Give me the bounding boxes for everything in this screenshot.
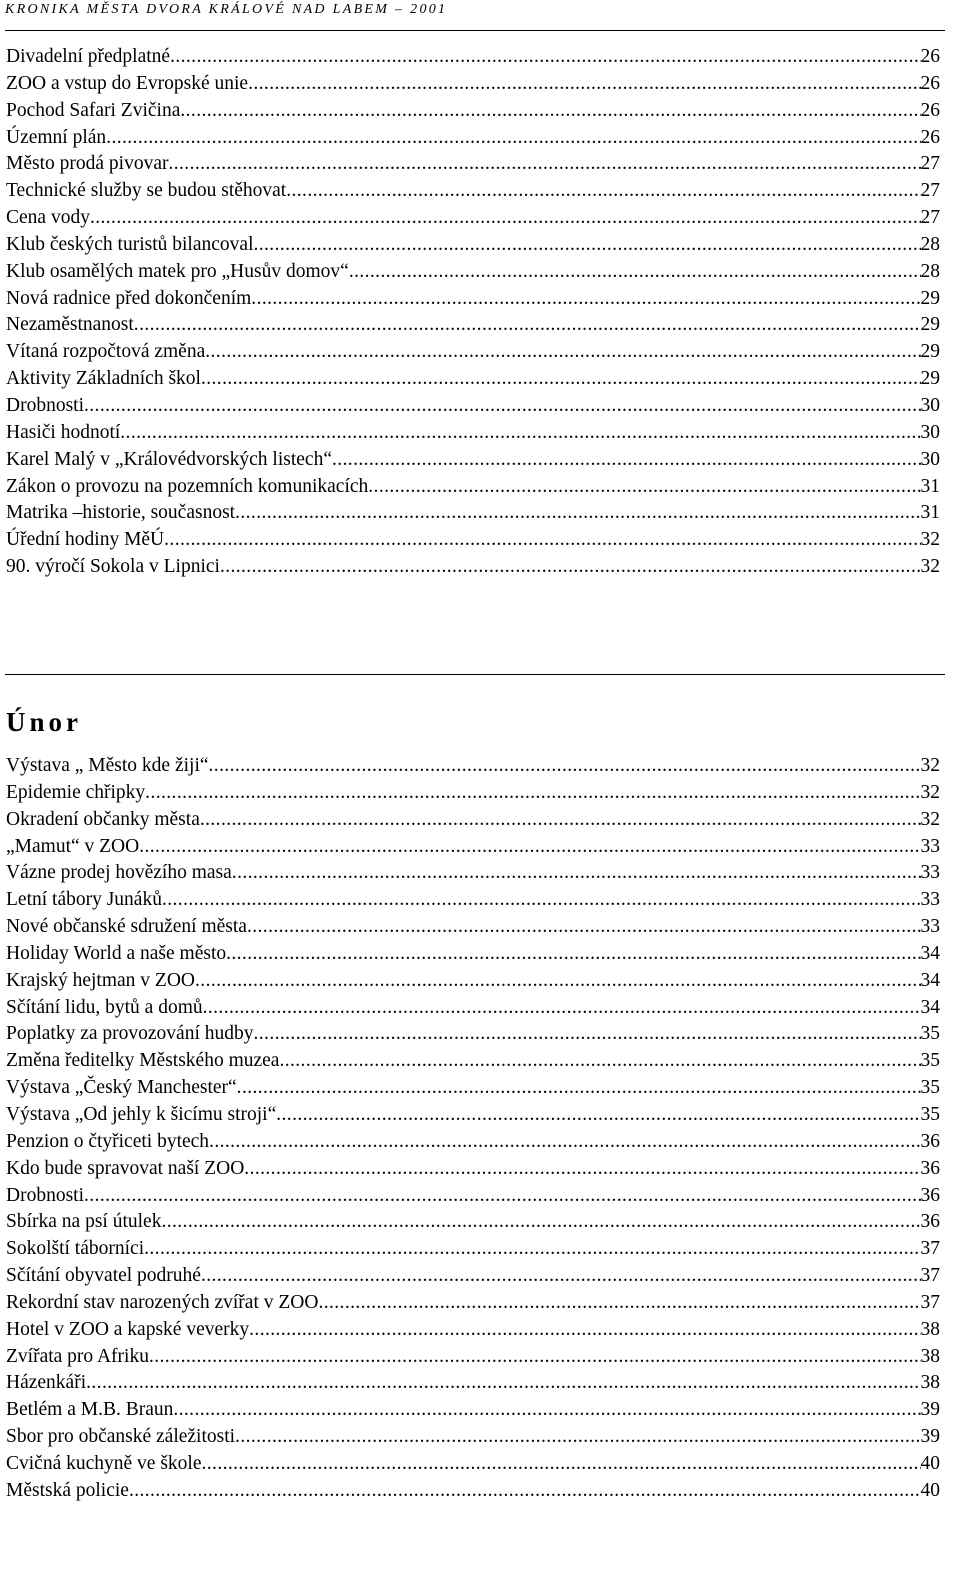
toc-entry-title: Úřední hodiny MěÚ: [6, 529, 165, 551]
toc-entry-title: Házenkáři: [6, 1372, 87, 1394]
toc-page-number: 37: [920, 1291, 940, 1313]
toc-entry-title: Krajský hejtman v ZOO: [6, 969, 196, 991]
toc-entry[interactable]: [6, 554, 940, 581]
toc-page-number: 33: [920, 835, 940, 857]
toc-entry[interactable]: [6, 125, 940, 152]
toc-page-number: 33: [920, 889, 940, 911]
toc-page-number: 32: [920, 556, 940, 578]
toc-entry[interactable]: [6, 393, 940, 420]
toc-dot-leader: [247, 914, 921, 941]
toc-page-number: 38: [920, 1372, 940, 1394]
toc-dot-leader: [248, 71, 920, 98]
toc-entry-title: Drobnosti: [6, 394, 84, 416]
toc-entry-title: Výstava „ Město kde žiji“: [6, 755, 209, 776]
toc-entry[interactable]: [6, 151, 940, 178]
toc-dot-leader: [209, 1129, 920, 1156]
toc-dot-leader: [251, 286, 920, 313]
toc-page-number: 33: [920, 862, 940, 884]
toc-entry-title: Sčítání lidu, bytů a domů: [6, 996, 203, 1018]
toc-entry-title: Kdo bude spravovat naší ZOO: [6, 1157, 245, 1179]
toc-entry-title: Výstava „Od jehly k šicímu stroji“: [6, 1103, 277, 1125]
toc-entry-title: Okradení občanky města: [6, 808, 200, 830]
section-heading: Únor: [6, 707, 82, 737]
toc-entry-title: Město prodá pivovar: [6, 153, 169, 175]
toc-entry-title: Vázne prodej hovězího masa: [6, 862, 232, 884]
toc-entry-title: Divadelní předplatné: [6, 46, 171, 67]
toc-page-number: 27: [920, 180, 940, 202]
toc-entry-title: Pochod Safari Zvičina: [6, 99, 181, 121]
toc-page-number: 36: [920, 1157, 940, 1179]
toc-entry-title: Epidemie chřipky: [6, 781, 146, 803]
toc-entry-title: Sčítání obyvatel podruhé: [6, 1265, 201, 1287]
toc-page-number: 35: [920, 1103, 940, 1125]
toc-entry-title: Hotel v ZOO a kapské veverky: [6, 1318, 250, 1340]
header-rule: [5, 30, 945, 31]
toc-entry-title: 90. výročí Sokola v Lipnici: [6, 556, 220, 578]
toc-page-number: 30: [920, 394, 940, 416]
toc-dot-leader: [180, 98, 920, 125]
toc-page-number: 36: [920, 1130, 940, 1152]
toc-entry-title: Sbor pro občanské záležitosti: [6, 1426, 236, 1448]
toc-entry-title: Vítaná rozpočtová změna: [6, 341, 206, 363]
toc-entry[interactable]: [6, 1209, 940, 1236]
toc-dot-leader: [139, 834, 920, 861]
toc-page-number: 29: [920, 341, 940, 363]
toc-entry-title: Letní tábory Junáků: [6, 889, 162, 911]
toc-page-number: 38: [920, 1345, 940, 1367]
toc-dot-leader: [195, 968, 920, 995]
toc-dot-leader: [120, 420, 920, 447]
toc-dot-leader: [86, 1370, 920, 1397]
toc-entry[interactable]: [6, 1317, 940, 1344]
toc-page-number: 40: [920, 1452, 940, 1474]
toc-page-number: 30: [920, 448, 940, 470]
toc-dot-leader: [134, 312, 921, 339]
toc-dot-leader: [164, 527, 920, 554]
toc-entry-title: Nezaměstnanost: [6, 314, 134, 336]
toc-page-number: 34: [920, 996, 940, 1018]
toc-dot-leader: [106, 125, 920, 152]
toc-dot-leader: [235, 1424, 920, 1451]
toc-dot-leader: [237, 1075, 921, 1102]
toc-page-number: 26: [920, 72, 940, 94]
toc-entry[interactable]: [6, 1344, 940, 1371]
toc-entry[interactable]: [6, 753, 940, 780]
toc-page-number: 27: [920, 207, 940, 229]
toc-dot-leader: [232, 860, 921, 887]
toc-entry-title: Betlém a M.B. Braun: [6, 1399, 174, 1421]
toc-entry[interactable]: [6, 44, 940, 71]
toc-entry[interactable]: [6, 807, 940, 834]
toc-page-number: 34: [920, 942, 940, 964]
toc-dot-leader: [368, 474, 920, 501]
toc-dot-leader: [162, 887, 921, 914]
toc-page-number: 35: [920, 1050, 940, 1072]
toc-entry-title: Zákon o provozu na pozemních komunikacích: [6, 475, 369, 497]
toc-page-number: 32: [920, 781, 940, 803]
toc-entry[interactable]: [6, 1156, 940, 1183]
toc-dot-leader: [254, 1021, 921, 1048]
toc-entry-title: Městská policie: [6, 1479, 129, 1501]
toc-dot-leader: [84, 393, 921, 420]
toc-page-number: 32: [920, 529, 940, 551]
toc-dot-leader: [332, 447, 921, 474]
toc-entry[interactable]: [6, 1129, 940, 1156]
toc-dot-leader: [286, 178, 920, 205]
toc-page-number: 28: [920, 233, 940, 255]
toc-entry-title: Výstava „Český Manchester“: [6, 1077, 237, 1099]
toc-dot-leader: [201, 366, 921, 393]
toc-dot-leader: [249, 1317, 920, 1344]
toc-dot-leader: [129, 1478, 921, 1505]
toc-entry[interactable]: [6, 995, 940, 1022]
toc-dot-leader: [205, 339, 920, 366]
toc-entry[interactable]: [6, 527, 940, 554]
toc-page-number: 38: [920, 1318, 940, 1340]
toc-entry-title: Cvičná kuchyně ve škole: [6, 1452, 202, 1474]
toc-entry-title: Sbírka na psí útulek: [6, 1211, 162, 1233]
toc-entry[interactable]: [6, 1102, 940, 1129]
toc-entry[interactable]: [6, 474, 940, 501]
toc-page-number: 35: [920, 1077, 940, 1099]
toc-entry[interactable]: [6, 1424, 940, 1451]
toc-page-number: 28: [920, 260, 940, 282]
toc-entry[interactable]: [6, 500, 940, 527]
toc-dot-leader: [253, 232, 920, 259]
toc-entry[interactable]: [6, 780, 940, 807]
toc-dot-leader: [209, 753, 921, 780]
toc-entry[interactable]: [6, 1048, 940, 1075]
toc-entry-title: Nové občanské sdružení města: [6, 916, 247, 938]
toc-entry[interactable]: [6, 98, 940, 125]
toc-entry[interactable]: [6, 1075, 940, 1102]
toc-entry-title: Zvířata pro Afriku: [6, 1345, 149, 1367]
toc-entry[interactable]: [6, 1290, 940, 1317]
toc-entry[interactable]: [6, 259, 940, 286]
toc-page-number: 32: [920, 755, 940, 776]
toc-entry-title: Územní plán: [6, 126, 107, 148]
toc-page-number: 26: [920, 46, 940, 67]
toc-page-number: 34: [920, 969, 940, 991]
toc-entry[interactable]: [6, 420, 940, 447]
toc-entry[interactable]: [6, 339, 940, 366]
toc-dot-leader: [276, 1102, 920, 1129]
toc-dot-leader: [279, 1048, 920, 1075]
toc-page-number: 36: [920, 1211, 940, 1233]
toc-dot-leader: [318, 1290, 920, 1317]
toc-page-number: 26: [920, 126, 940, 148]
toc-entry-title: Cena vody: [6, 207, 90, 229]
toc-page-number: 39: [920, 1399, 940, 1421]
toc-page-number: 37: [920, 1265, 940, 1287]
toc-entry-title: Klub osamělých matek pro „Husův domov“: [6, 260, 349, 282]
toc-entry[interactable]: [6, 1236, 940, 1263]
toc-list-part2: [6, 753, 940, 1505]
toc-page-number: 35: [920, 1023, 940, 1045]
toc-entry[interactable]: [6, 887, 940, 914]
toc-page-number: 27: [920, 153, 940, 175]
toc-entry[interactable]: [6, 860, 940, 887]
toc-entry-title: Rekordní stav narozených zvířat v ZOO: [6, 1291, 319, 1313]
toc-entry[interactable]: [6, 178, 940, 205]
toc-dot-leader: [220, 554, 921, 581]
toc-dot-leader: [244, 1156, 920, 1183]
toc-page-number: 31: [920, 475, 940, 497]
toc-entry-title: Poplatky za provozování hudby: [6, 1023, 254, 1045]
toc-entry[interactable]: [6, 968, 940, 995]
toc-dot-leader: [226, 941, 920, 968]
toc-page-number: 29: [920, 287, 940, 309]
toc-entry-title: Karel Malý v „Královédvorských listech“: [6, 448, 332, 470]
toc-dot-leader: [90, 205, 921, 232]
toc-entry[interactable]: [6, 1478, 940, 1505]
toc-entry[interactable]: [6, 834, 940, 861]
toc-dot-leader: [144, 1236, 920, 1263]
toc-page-number: 37: [920, 1238, 940, 1260]
toc-dot-leader: [203, 995, 921, 1022]
toc-dot-leader: [161, 1209, 920, 1236]
toc-entry[interactable]: [6, 447, 940, 474]
toc-entry[interactable]: [6, 312, 940, 339]
toc-entry[interactable]: [6, 1021, 940, 1048]
toc-page-number: 29: [920, 368, 940, 390]
toc-dot-leader: [200, 807, 921, 834]
toc-page-number: 40: [920, 1479, 940, 1501]
toc-entry-title: Matrika –historie, současnost: [6, 502, 236, 524]
toc-entry[interactable]: [6, 205, 940, 232]
toc-entry[interactable]: [6, 71, 940, 98]
toc-page-number: 31: [920, 502, 940, 524]
toc-dot-leader: [168, 151, 920, 178]
toc-dot-leader: [201, 1263, 921, 1290]
toc-entry-title: Holiday World a naše město: [6, 942, 227, 964]
toc-entry[interactable]: [6, 1397, 940, 1424]
toc-page-number: 30: [920, 421, 940, 443]
toc-dot-leader: [349, 259, 921, 286]
toc-page-number: 29: [920, 314, 940, 336]
toc-entry-title: Drobnosti: [6, 1184, 84, 1206]
toc-entry-title: ZOO a vstup do Evropské unie: [6, 72, 249, 94]
toc-entry[interactable]: [6, 1183, 940, 1210]
toc-entry-title: Aktivity Základních škol: [6, 368, 201, 390]
toc-dot-leader: [202, 1451, 921, 1478]
toc-entry[interactable]: [6, 941, 940, 968]
toc-dot-leader: [173, 1397, 920, 1424]
toc-entry[interactable]: [6, 914, 940, 941]
toc-entry[interactable]: [6, 286, 940, 313]
toc-entry[interactable]: [6, 1370, 940, 1397]
toc-dot-leader: [84, 1183, 921, 1210]
toc-page-number: 26: [920, 99, 940, 121]
toc-entry[interactable]: [6, 366, 940, 393]
toc-entry[interactable]: [6, 1451, 940, 1478]
toc-list-part1: [6, 44, 940, 581]
toc-entry-title: Penzion o čtyřiceti bytech: [6, 1130, 210, 1152]
toc-page-number: 32: [920, 808, 940, 830]
toc-entry-title: Změna ředitelky Městského muzea: [6, 1050, 280, 1072]
toc-page-number: 39: [920, 1426, 940, 1448]
toc-dot-leader: [149, 1344, 921, 1371]
toc-entry-title: Technické služby se budou stěhovat: [6, 180, 287, 202]
toc-entry[interactable]: [6, 232, 940, 259]
section-rule: [5, 674, 945, 675]
toc-entry-title: „Mamut“ v ZOO: [6, 835, 140, 857]
toc-page-number: 33: [920, 916, 940, 938]
toc-dot-leader: [145, 780, 920, 807]
toc-entry-title: Sokolští táborníci: [6, 1238, 145, 1260]
toc-entry-title: Klub českých turistů bilancoval: [6, 233, 254, 255]
toc-dot-leader: [235, 500, 920, 527]
toc-entry[interactable]: [6, 1263, 940, 1290]
toc-page-number: 36: [920, 1184, 940, 1206]
running-header: KRONIKA MĚSTA DVORA KRÁLOVÉ NAD LABEM – 2001: [5, 2, 448, 17]
toc-dot-leader: [170, 44, 920, 71]
toc-entry-title: Nová radnice před dokončením: [6, 287, 252, 309]
toc-entry-title: Hasiči hodnotí: [6, 421, 121, 443]
